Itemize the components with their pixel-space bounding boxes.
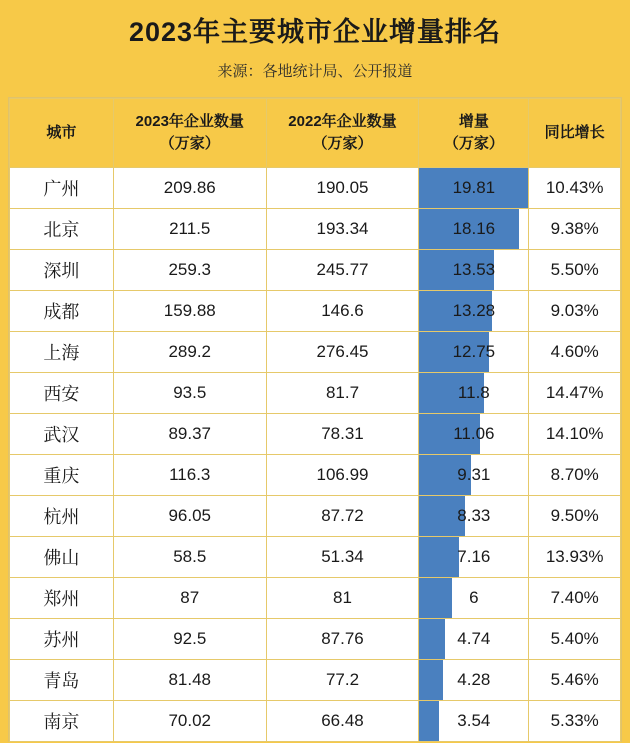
cell-city: 深圳	[10, 250, 114, 291]
table-row	[10, 414, 621, 455]
cell-delta	[419, 250, 529, 291]
cell-delta	[419, 332, 529, 373]
cell-city: 成都	[10, 291, 114, 332]
cell-growth-rate: 14.10%	[529, 414, 621, 455]
cell-city: 南京	[10, 701, 114, 742]
cell-city: 上海	[10, 332, 114, 373]
cell-delta	[419, 578, 529, 619]
cell-delta	[419, 701, 529, 742]
column-header-rate	[529, 99, 621, 168]
column-header-city	[10, 99, 114, 168]
cell-delta	[419, 455, 529, 496]
cell-growth-rate: 5.40%	[529, 619, 621, 660]
cell-delta	[419, 168, 529, 209]
cell-city: 西安	[10, 373, 114, 414]
cell-2022-count: 193.34	[266, 209, 419, 250]
cell-2023-count: 93.5	[113, 373, 266, 414]
column-header-delta	[419, 99, 529, 168]
cell-2022-count: 78.31	[266, 414, 419, 455]
delta-value: 6	[469, 588, 479, 608]
delta-value: 11.8	[457, 383, 490, 403]
delta-value: 3.54	[457, 711, 491, 731]
cell-growth-rate: 5.46%	[529, 660, 621, 701]
cell-growth-rate: 9.38%	[529, 209, 621, 250]
cell-delta	[419, 496, 529, 537]
table-row	[10, 291, 621, 332]
cell-city: 广州	[10, 168, 114, 209]
cell-2023-count: 92.5	[113, 619, 266, 660]
cell-growth-rate: 5.33%	[529, 701, 621, 742]
cell-2022-count: 51.34	[266, 537, 419, 578]
page-title: 2023年主要城市企业增量排名	[128, 17, 502, 47]
source-subtitle: 来源：各地统计局、公开报道	[217, 63, 413, 81]
delta-value: 13.53	[452, 260, 496, 280]
delta-value: 8.33	[457, 506, 491, 526]
cell-2023-count: 289.2	[113, 332, 266, 373]
table-header	[10, 99, 621, 168]
table-row	[10, 332, 621, 373]
cell-2023-count: 58.5	[113, 537, 266, 578]
cell-delta	[419, 291, 529, 332]
cell-delta	[419, 619, 529, 660]
cell-2022-count: 190.05	[266, 168, 419, 209]
cell-growth-rate: 10.43%	[529, 168, 621, 209]
cell-2022-count: 245.77	[266, 250, 419, 291]
cell-2023-count: 70.02	[113, 701, 266, 742]
delta-value: 13.28	[452, 301, 496, 321]
cell-2022-count: 106.99	[266, 455, 419, 496]
delta-value: 18.16	[452, 219, 496, 239]
cell-delta	[419, 414, 529, 455]
table-row	[10, 537, 621, 578]
column-header-2022-line2: （万家）	[312, 135, 373, 153]
cell-2023-count: 211.5	[113, 209, 266, 250]
table-row	[10, 455, 621, 496]
cell-2023-count: 209.86	[113, 168, 266, 209]
column-header-rate-line1: 同比增长	[544, 124, 605, 142]
cell-2022-count: 81.7	[266, 373, 419, 414]
cell-city: 杭州	[10, 496, 114, 537]
column-header-2022-line1: 2022年企业数量	[288, 112, 397, 130]
delta-value: 4.28	[457, 670, 491, 690]
column-header-2022	[266, 99, 419, 168]
table-row	[10, 701, 621, 742]
cell-2023-count: 116.3	[113, 455, 266, 496]
cell-2023-count: 81.48	[113, 660, 266, 701]
column-header-2023	[113, 99, 266, 168]
cell-growth-rate: 14.47%	[529, 373, 621, 414]
cell-growth-rate: 7.40%	[529, 578, 621, 619]
delta-value: 4.74	[457, 629, 491, 649]
table-row	[10, 373, 621, 414]
cell-2022-count: 87.76	[266, 619, 419, 660]
cell-growth-rate: 9.03%	[529, 291, 621, 332]
cell-2023-count: 89.37	[113, 414, 266, 455]
cell-2022-count: 77.2	[266, 660, 419, 701]
table-header-row	[10, 99, 621, 168]
delta-value: 12.75	[452, 342, 496, 362]
cell-delta	[419, 373, 529, 414]
delta-value: 7.16	[457, 547, 491, 567]
delta-value: 9.31	[457, 465, 491, 485]
cell-2023-count: 96.05	[113, 496, 266, 537]
cell-delta	[419, 209, 529, 250]
cell-city: 武汉	[10, 414, 114, 455]
cell-delta	[419, 660, 529, 701]
delta-value: 19.81	[452, 178, 496, 198]
column-header-city-line1: 城市	[46, 124, 77, 142]
ranking-table-container	[8, 97, 622, 742]
table-row	[10, 250, 621, 291]
table-row	[10, 619, 621, 660]
cell-growth-rate: 13.93%	[529, 537, 621, 578]
cell-2022-count: 66.48	[266, 701, 419, 742]
table-body	[10, 168, 621, 742]
cell-city: 佛山	[10, 537, 114, 578]
cell-2022-count: 146.6	[266, 291, 419, 332]
cell-growth-rate: 4.60%	[529, 332, 621, 373]
cell-2022-count: 81	[266, 578, 419, 619]
cell-growth-rate: 9.50%	[529, 496, 621, 537]
cell-2023-count: 159.88	[113, 291, 266, 332]
cell-growth-rate: 8.70%	[529, 455, 621, 496]
cell-delta	[419, 537, 529, 578]
cell-2022-count: 276.45	[266, 332, 419, 373]
cell-2023-count: 87	[113, 578, 266, 619]
table-row	[10, 578, 621, 619]
cell-2022-count: 87.72	[266, 496, 419, 537]
column-header-delta-line1: 增量	[458, 112, 489, 130]
cell-city: 北京	[10, 209, 114, 250]
column-header-2023-line1: 2023年企业数量	[135, 112, 244, 130]
delta-value: 11.06	[453, 424, 495, 444]
ranking-table	[9, 98, 621, 742]
cell-city: 重庆	[10, 455, 114, 496]
cell-2023-count: 259.3	[113, 250, 266, 291]
table-row	[10, 209, 621, 250]
cell-growth-rate: 5.50%	[529, 250, 621, 291]
column-header-2023-line2: （万家）	[159, 135, 220, 153]
header	[0, 0, 630, 97]
cell-city: 苏州	[10, 619, 114, 660]
table-row	[10, 168, 621, 209]
cell-city: 郑州	[10, 578, 114, 619]
column-header-delta-line2: （万家）	[443, 135, 504, 153]
table-row	[10, 660, 621, 701]
cell-city: 青岛	[10, 660, 114, 701]
table-row	[10, 496, 621, 537]
